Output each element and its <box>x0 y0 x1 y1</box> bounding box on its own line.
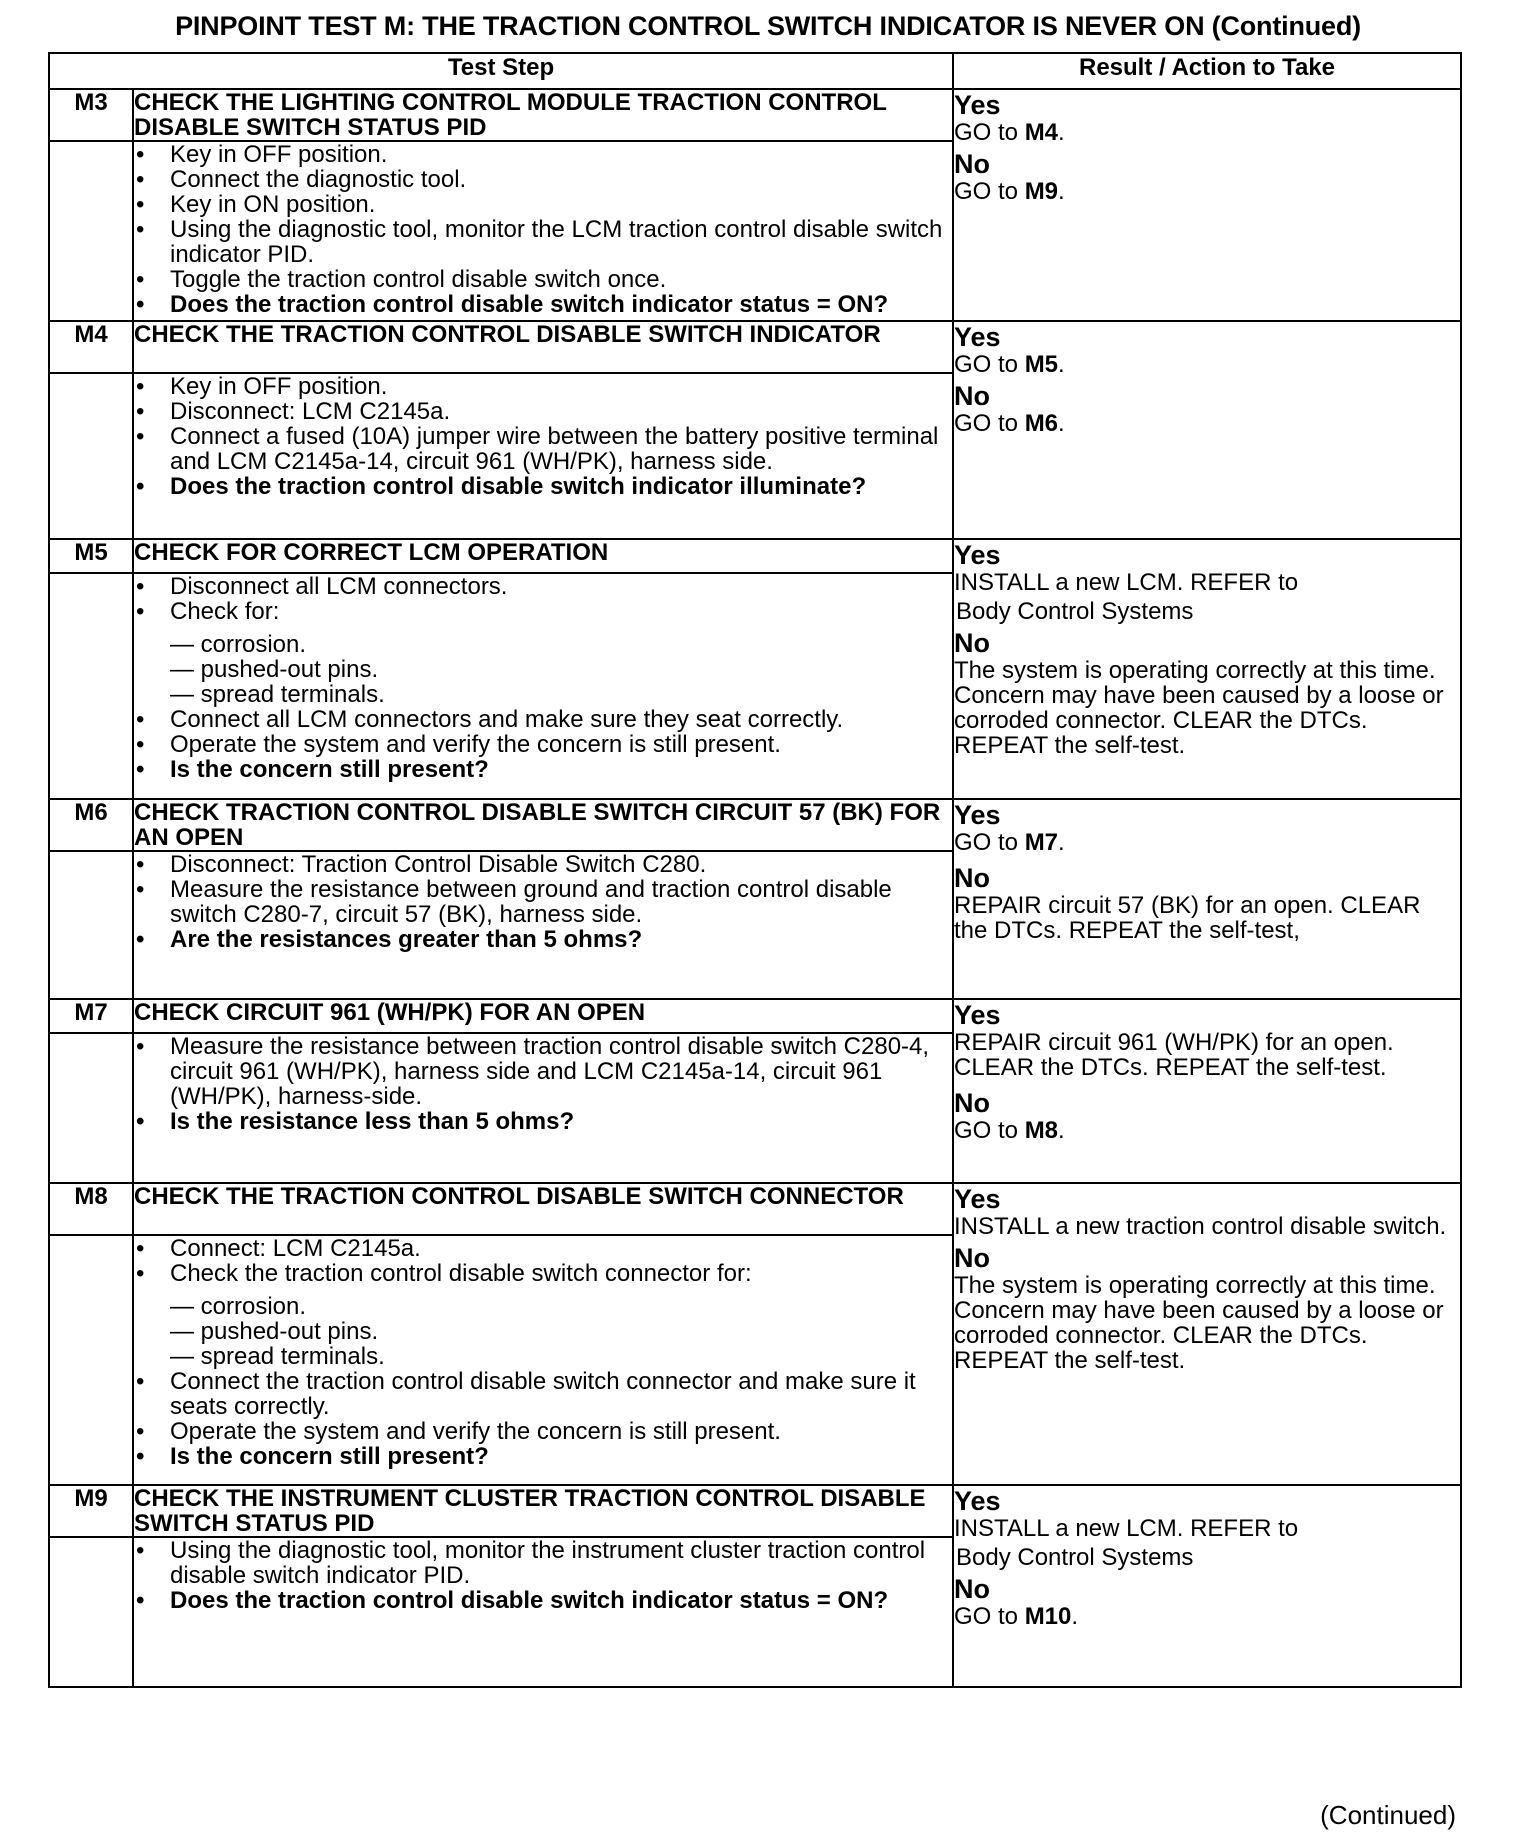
step-number: M4 <box>49 321 133 373</box>
result-cell <box>953 1485 1461 1687</box>
goto-link[interactable]: M4 <box>1024 119 1059 146</box>
page-title: PINPOINT TEST M: THE TRACTION CONTROL SWITCH INDICATOR IS NEVER ON (Continued) <box>175 11 1361 41</box>
yes-label: Yes <box>954 1000 1001 1030</box>
no-action: The system is operating correctly at this time. Concern may have been caused by a loose or corroded connector. CLEAR the DTCs. REPEAT the self-test. <box>954 657 1444 759</box>
step-heading: CHECK CIRCUIT 961 (WH/PK) FOR AN OPEN <box>133 999 953 1033</box>
no-label: No <box>954 381 990 411</box>
step-question: • Are the resistances greater than 5 ohms? <box>134 927 952 952</box>
step-number: M8 <box>49 1183 133 1235</box>
bullet-item: • Connect all LCM connectors and make sure they seat correctly. <box>134 707 952 732</box>
yes-label: Yes <box>954 1486 1001 1516</box>
no-action: REPAIR circuit 57 (BK) for an open. CLEAR the DTCs. REPEAT the self-test, <box>954 892 1421 944</box>
no-label: No <box>954 863 990 893</box>
bullet-item: • Connect the diagnostic tool. <box>134 167 952 192</box>
step-instructions <box>133 851 953 999</box>
dash-item: — spread terminals. <box>170 681 385 708</box>
bullet-item: • Key in ON position. <box>134 192 952 217</box>
result-cell <box>953 1183 1461 1485</box>
step-heading: CHECK TRACTION CONTROL DISABLE SWITCH CIRCUIT 57 (BK) FOR AN OPEN <box>133 799 953 851</box>
step-question: • Does the traction control disable switch indicator status = ON? <box>134 292 952 317</box>
yes-action: REPAIR circuit 961 (WH/PK) for an open. CLEAR the DTCs. REPEAT the self-test. <box>954 1029 1394 1081</box>
pinpoint-test-table <box>48 52 1462 1688</box>
step-question: • Is the resistance less than 5 ohms? <box>134 1109 952 1134</box>
result-cell <box>953 999 1461 1183</box>
no-action: The system is operating correctly at this time. Concern may have been caused by a loose or corroded connector. CLEAR the DTCs. REPEAT the self-test. <box>954 1272 1444 1374</box>
dash-item: — pushed-out pins. <box>170 656 379 683</box>
bullet-item: • Using the diagnostic tool, monitor the LCM traction control disable switch indicator PID. <box>134 217 952 267</box>
test-step-column-header: Test Step <box>49 53 953 89</box>
yes-label: Yes <box>954 800 1001 830</box>
bullet-item: • Check the traction control disable switch connector for: <box>134 1261 952 1286</box>
continued-footer: (Continued) <box>1320 1800 1456 1830</box>
dash-item: — spread terminals. <box>170 1343 385 1370</box>
yes-action: GO to M7. <box>954 829 1065 856</box>
bullet-item: • Disconnect all LCM connectors. <box>134 574 952 599</box>
bullet-item: • Operate the system and verify the concern is still present. <box>134 732 952 757</box>
bullet-item: • Disconnect: LCM C2145a. <box>134 399 952 424</box>
result-cell <box>953 539 1461 799</box>
step-instructions <box>133 1033 953 1183</box>
goto-link[interactable]: M5 <box>1024 351 1059 378</box>
bullet-item: • Using the diagnostic tool, monitor the instrument cluster traction control disable switch indicator PID. <box>134 1538 952 1588</box>
result-column-header: Result / Action to Take <box>953 53 1461 89</box>
yes-label: Yes <box>954 322 1001 352</box>
goto-link[interactable]: M10 <box>1024 1603 1072 1630</box>
step-instructions <box>133 141 953 321</box>
result-cell <box>953 89 1461 321</box>
step-heading: CHECK FOR CORRECT LCM OPERATION <box>133 539 953 573</box>
reference-link[interactable]: Body Control Systems <box>956 598 1194 625</box>
yes-label: Yes <box>954 540 1001 570</box>
no-label: No <box>954 1574 990 1604</box>
goto-link[interactable]: M6 <box>1024 410 1059 437</box>
no-action: GO to M10. <box>954 1603 1079 1630</box>
step-m7 <box>49 999 1461 1183</box>
bullet-item: • Connect: LCM C2145a. <box>134 1236 952 1261</box>
step-number: M9 <box>49 1485 133 1537</box>
no-label: No <box>954 1088 990 1118</box>
step-m3 <box>49 89 1461 321</box>
bullet-item: • Key in OFF position. <box>134 374 952 399</box>
step-instructions <box>133 373 953 539</box>
step-question: • Is the concern still present? <box>134 1444 952 1469</box>
step-number: M6 <box>49 799 133 851</box>
step-heading: CHECK THE TRACTION CONTROL DISABLE SWITCH CONNECTOR <box>133 1183 953 1235</box>
no-action: GO to M9. <box>954 178 1065 205</box>
yes-label: Yes <box>954 1184 1001 1214</box>
goto-link[interactable]: M7 <box>1024 829 1059 856</box>
header-row <box>49 53 1461 89</box>
step-m8 <box>49 1183 1461 1485</box>
bullet-item: • Connect a fused (10A) jumper wire between the battery positive terminal and LCM C2145a-14, circuit 961 (WH/PK), harness side. <box>134 424 952 474</box>
yes-action: INSTALL a new LCM. REFER to <box>954 569 1299 596</box>
no-action: GO to M8. <box>954 1117 1065 1144</box>
no-label: No <box>954 149 990 179</box>
step-number: M7 <box>49 999 133 1033</box>
bullet-item: • Disconnect: Traction Control Disable Switch C280. <box>134 852 952 877</box>
bullet-item: • Measure the resistance between traction control disable switch C280-4, circuit 961 (WH/PK), harness side and LCM C2145a-14, circuit 961 (WH/PK), harness-side. <box>134 1034 952 1109</box>
dash-item: — corrosion. <box>170 631 307 658</box>
step-m5 <box>49 539 1461 799</box>
result-cell <box>953 799 1461 999</box>
bullet-item: • Key in OFF position. <box>134 142 952 167</box>
step-m4 <box>49 321 1461 539</box>
bullet-item: • Toggle the traction control disable switch once. <box>134 267 952 292</box>
step-m9 <box>49 1485 1461 1687</box>
step-heading: CHECK THE TRACTION CONTROL DISABLE SWITCH INDICATOR <box>133 321 953 373</box>
step-question: • Is the concern still present? <box>134 757 952 782</box>
step-question: • Does the traction control disable switch indicator illuminate? <box>134 474 952 499</box>
yes-label: Yes <box>954 90 1001 120</box>
no-label: No <box>954 628 990 658</box>
dash-item: — corrosion. <box>170 1293 307 1320</box>
bullet-item: • Check for: <box>134 599 952 624</box>
yes-action: GO to M5. <box>954 351 1065 378</box>
step-number: M3 <box>49 89 133 141</box>
goto-link[interactable]: M9 <box>1024 178 1059 205</box>
step-instructions <box>133 573 953 799</box>
yes-action: GO to M4. <box>954 119 1065 146</box>
yes-action: INSTALL a new LCM. REFER to <box>954 1515 1299 1542</box>
reference-link[interactable]: Body Control Systems <box>956 1544 1194 1571</box>
yes-action: INSTALL a new traction control disable switch. <box>954 1213 1447 1240</box>
step-heading: CHECK THE LIGHTING CONTROL MODULE TRACTION CONTROL DISABLE SWITCH STATUS PID <box>133 89 953 141</box>
bullet-item: • Measure the resistance between ground and traction control disable switch C280-7, circuit 57 (BK), harness side. <box>134 877 952 927</box>
step-question: • Does the traction control disable switch indicator status = ON? <box>134 1588 952 1613</box>
step-instructions <box>133 1537 953 1687</box>
step-number: M5 <box>49 539 133 573</box>
goto-link[interactable]: M8 <box>1024 1117 1059 1144</box>
step-m6 <box>49 799 1461 999</box>
step-heading: CHECK THE INSTRUMENT CLUSTER TRACTION CONTROL DISABLE SWITCH STATUS PID <box>133 1485 953 1537</box>
step-instructions <box>133 1235 953 1485</box>
result-cell <box>953 321 1461 539</box>
dash-item: — pushed-out pins. <box>170 1318 379 1345</box>
no-label: No <box>954 1243 990 1273</box>
no-action: GO to M6. <box>954 410 1065 437</box>
bullet-item: • Connect the traction control disable switch connector and make sure it seats correctly. <box>134 1369 952 1419</box>
bullet-item: • Operate the system and verify the concern is still present. <box>134 1419 952 1444</box>
